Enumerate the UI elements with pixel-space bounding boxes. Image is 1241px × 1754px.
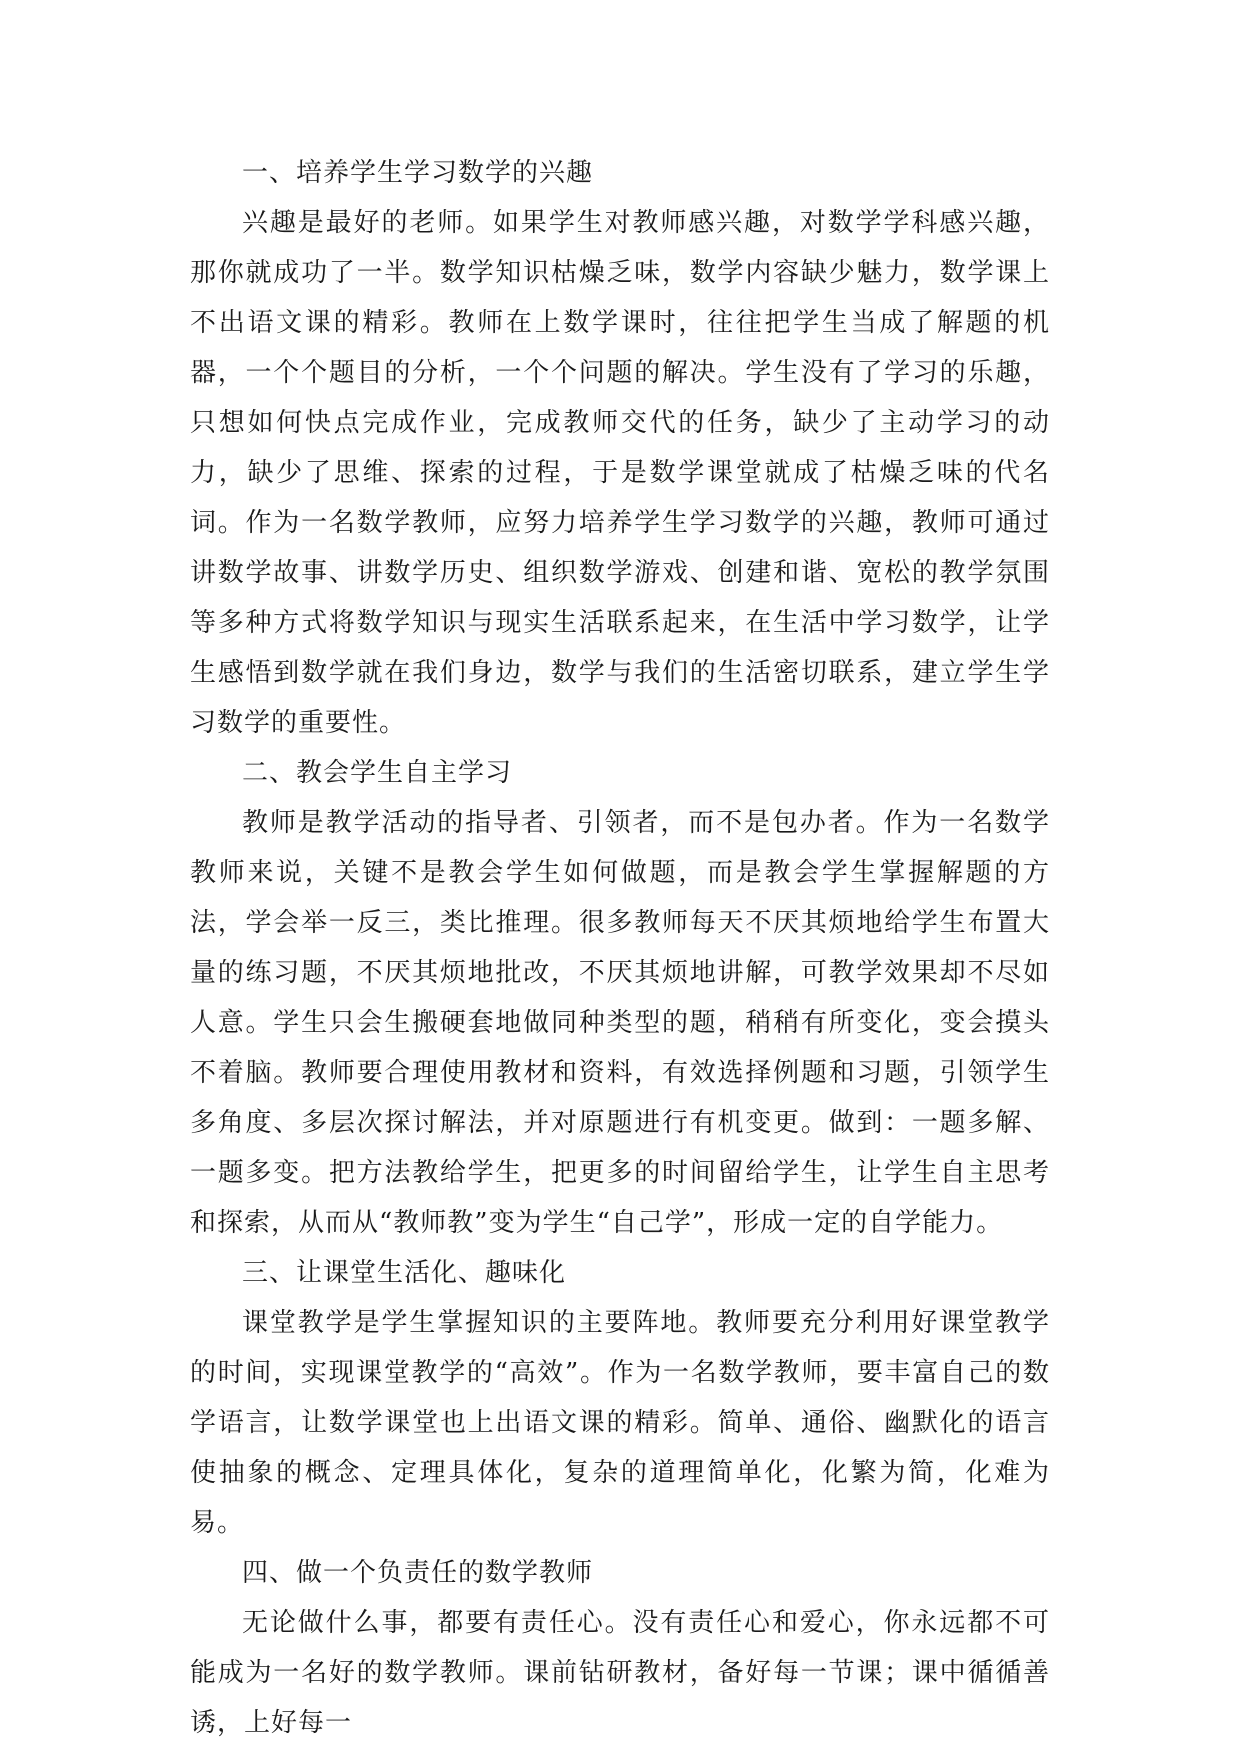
document-body	[190, 148, 1050, 1748]
section-paragraph-3: 课堂教学是学生掌握知识的主要阵地。教师要充分利用好课堂教学的时间，实现课堂教学的“高效”。作为一名数学教师，要丰富自己的数学语言，让数学课堂也上出语文课的精彩。简单、通俗、幽默化的语言使抽象的概念、定理具体化，复杂的道理简单化，化繁为简，化难为易。	[190, 1308, 1050, 1538]
section-heading-3: 三、让课堂生活化、趣味化	[242, 1258, 567, 1288]
section-paragraph-1: 兴趣是最好的老师。如果学生对教师感兴趣，对数学学科感兴趣，那你就成功了一半。数学知识枯燥乏味，数学内容缺少魅力，数学课上不出语文课的精彩。教师在上数学课时，往往把学生当成了解题的机器，一个个题目的分析，一个个问题的解决。学生没有了学习的乐趣，只想如何快点完成作业，完成教师交代的任务，缺少了主动学习的动力，缺少了思维、探索的过程，于是数学课堂就成了枯燥乏味的代名词。作为一名数学教师，应努力培养学生学习数学的兴趣，教师可通过讲数学故事、讲数学历史、组织数学游戏、创建和谐、宽松的教学氛围等多种方式将数学知识与现实生活联系起来，在生活中学习数学，让学生感悟到数学就在我们身边，数学与我们的生活密切联系，建立学生学习数学的重要性。	[190, 208, 1050, 738]
section-heading-2: 二、教会学生自主学习	[242, 758, 513, 788]
section-paragraph-4: 无论做什么事，都要有责任心。没有责任心和爱心，你永远都不可能成为一名好的数学教师。课前钻研教材，备好每一节课；课中循循善诱，上好每一	[190, 1608, 1050, 1738]
section-paragraph-2: 教师是教学活动的指导者、引领者，而不是包办者。作为一名数学教师来说，关键不是教会学生如何做题，而是教会学生掌握解题的方法，学会举一反三，类比推理。很多教师每天不厌其烦地给学生布置大量的练习题，不厌其烦地批改，不厌其烦地讲解，可教学效果却不尽如人意。学生只会生搬硬套地做同种类型的题，稍稍有所变化，变会摸头不着脑。教师要合理使用教材和资料，有效选择例题和习题，引领学生多角度、多层次探讨解法，并对原题进行有机变更。做到：一题多解、一题多变。把方法教给学生，把更多的时间留给学生，让学生自主思考和探索，从而从“教师教”变为学生“自己学”，形成一定的自学能力。	[190, 808, 1050, 1238]
section-heading-4: 四、做一个负责任的数学教师	[242, 1558, 594, 1588]
section-heading-1: 一、培养学生学习数学的兴趣	[242, 158, 594, 188]
